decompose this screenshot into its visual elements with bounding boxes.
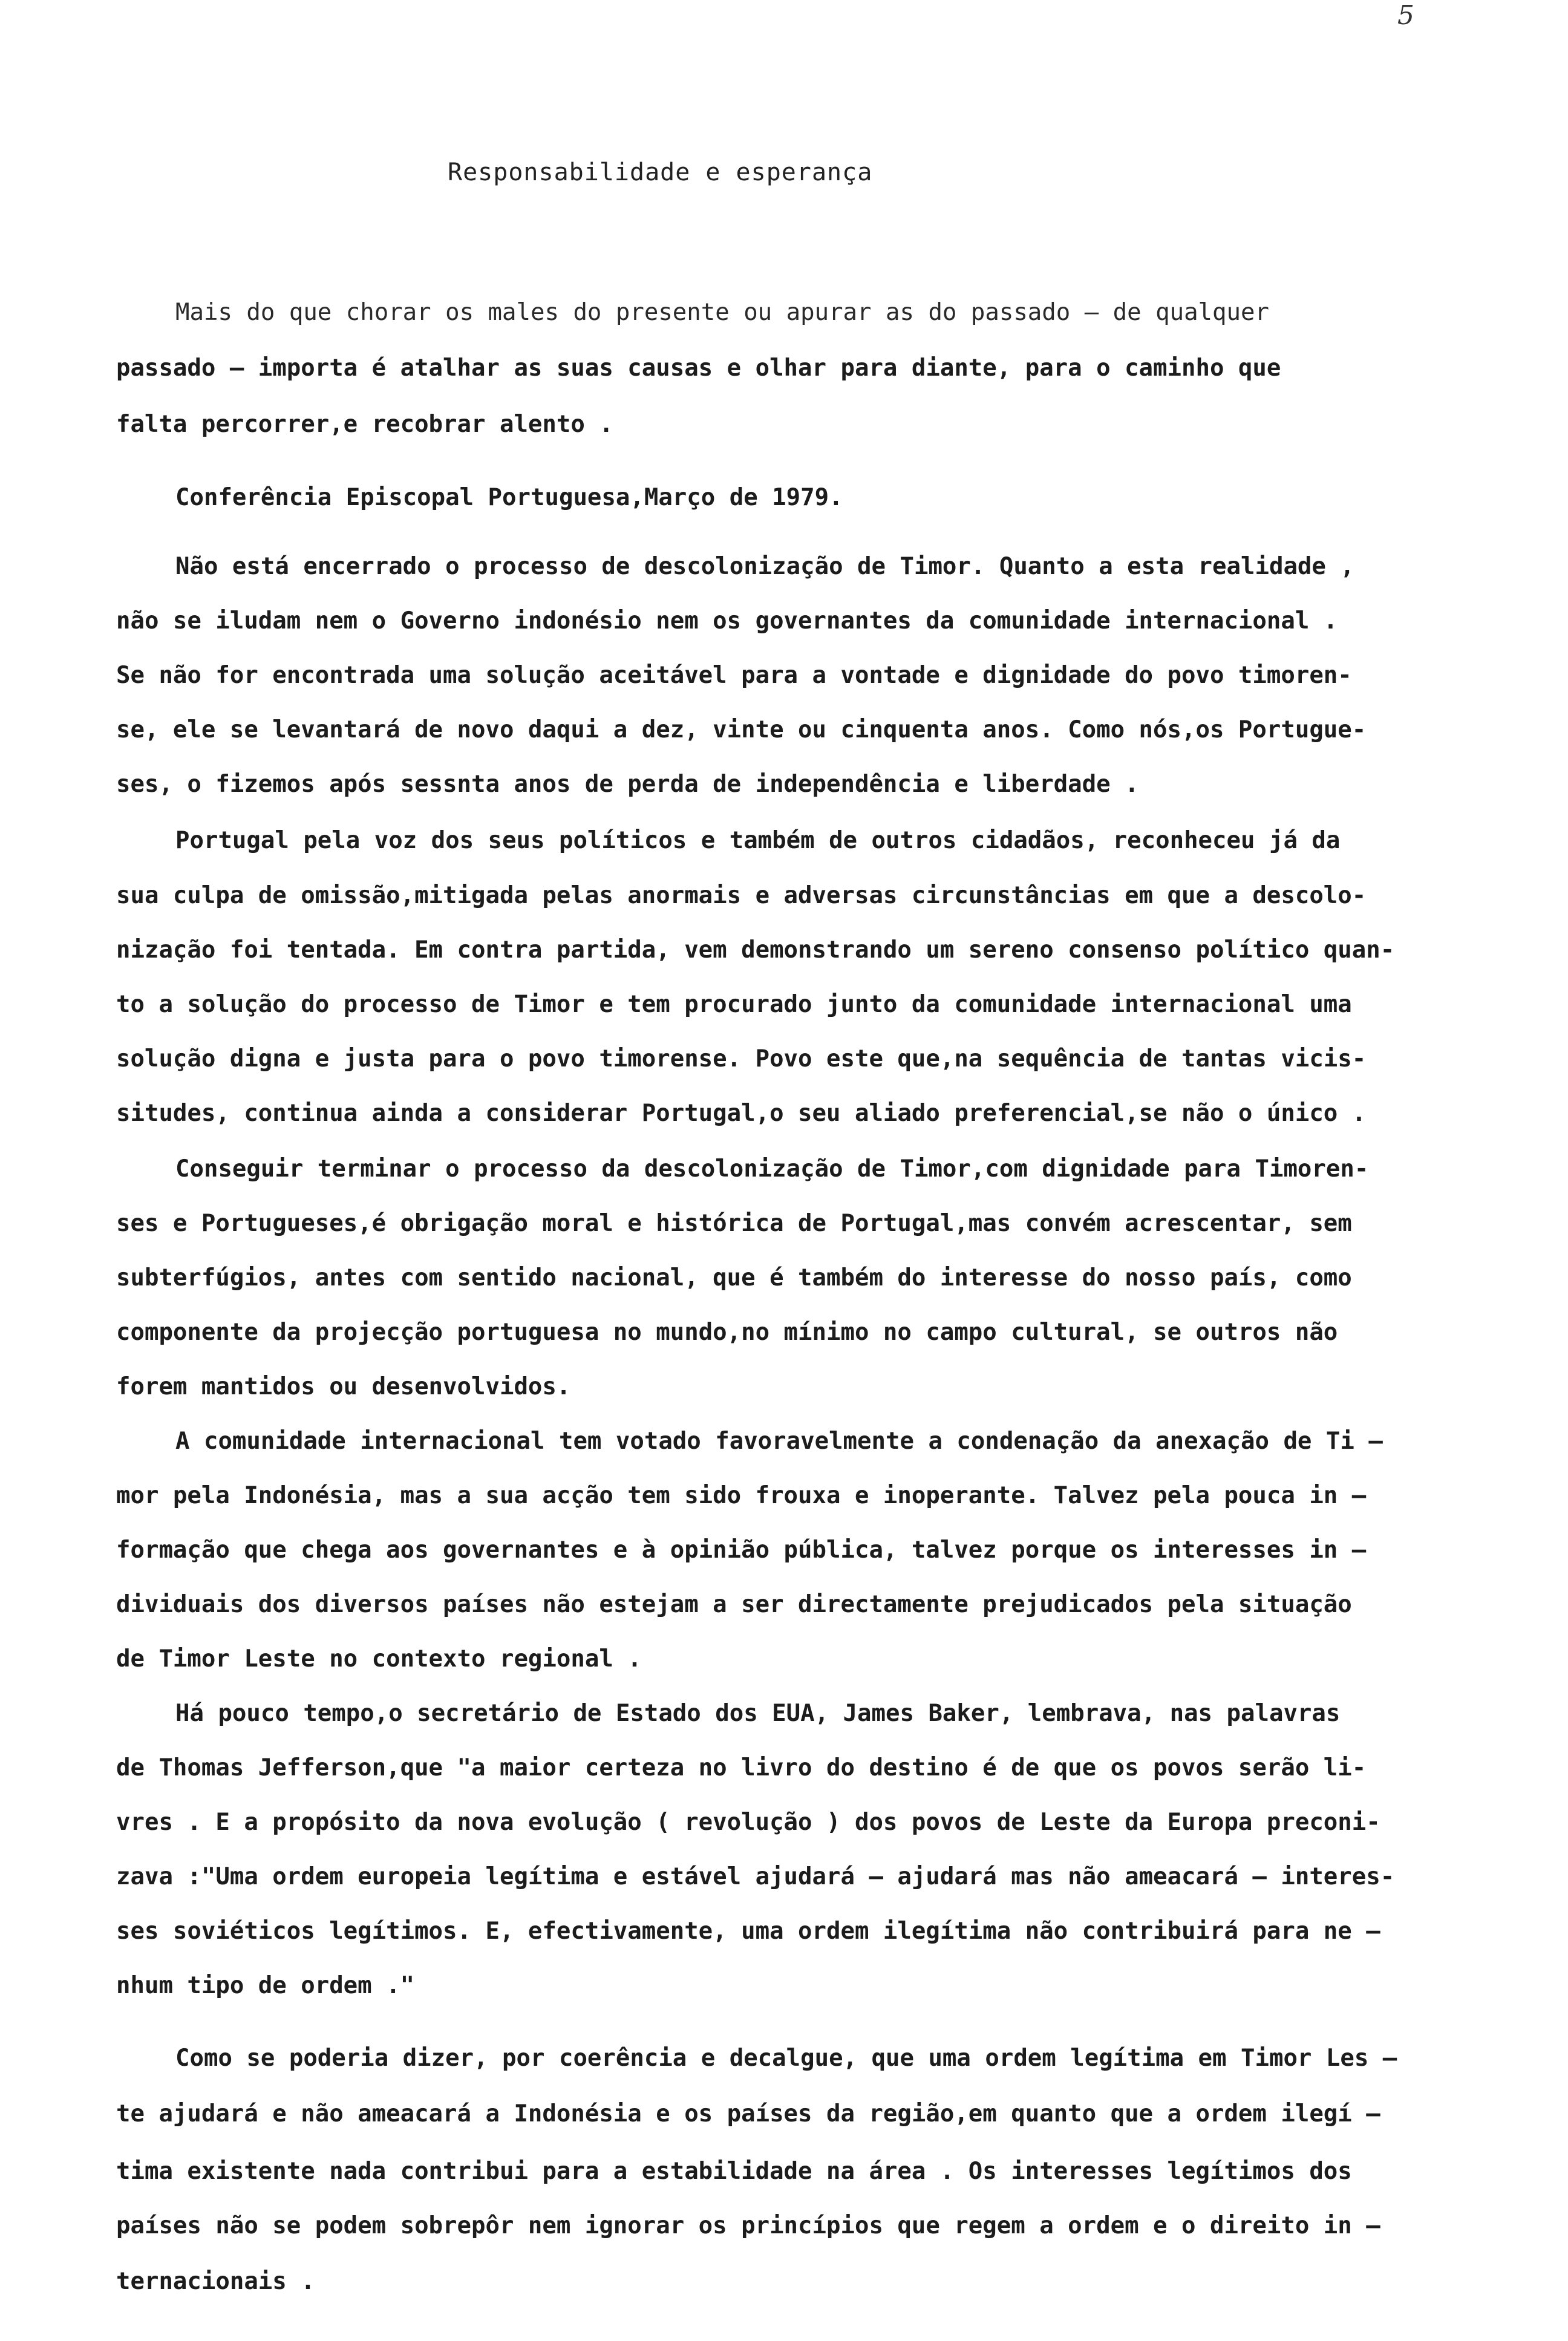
- text-line: falta percorrer,e recobrar alento .: [116, 411, 613, 438]
- text-line: Mais do que chorar os males do presente ou apurar as do passado – de qualquer: [175, 299, 1269, 326]
- text-line: te ajudará e não ameacará a Indonésia e os países da região,em quanto que a ordem ilegí –: [116, 2100, 1380, 2127]
- text-line: se, ele se levantará de novo daqui a dez, vinte ou cinquenta anos. Como nós,os Portugue-: [116, 716, 1367, 743]
- text-line: nização foi tentada. Em contra partida, vem demonstrando um sereno consenso político quan-: [116, 936, 1395, 964]
- text-line: vres . E a propósito da nova evolução ( revolução ) dos povos de Leste da Europa preconi-: [116, 1809, 1380, 1836]
- text-line: formação que chega aos governantes e à opinião pública, talvez porque os interesses in –: [116, 1536, 1367, 1564]
- text-line: ses soviéticos legítimos. E, efectivamente, uma ordem ilegítima não contribuirá para ne –: [116, 1918, 1380, 1945]
- text-line: Portugal pela voz dos seus políticos e também de outros cidadãos, reconheceu já da: [175, 827, 1341, 854]
- document-title: Responsabilidade e esperança: [448, 158, 873, 186]
- text-line: solução digna e justa para o povo timorense. Povo este que,na sequência de tantas vicis-: [116, 1045, 1367, 1073]
- text-line: Conseguir terminar o processo da descolonização de Timor,com dignidade para Timoren-: [175, 1155, 1369, 1183]
- text-line: Se não for encontrada uma solução aceitável para a vontade e dignidade do povo timoren-: [116, 662, 1352, 689]
- text-line: nhum tipo de ordem .": [116, 1972, 415, 1999]
- text-line: zava :"Uma ordem europeia legítima e estável ajudará – ajudará mas não ameacará – interes-: [116, 1863, 1395, 1890]
- text-line: sua culpa de omissão,mitigada pelas anormais e adversas circunstâncias em que a descolo-: [116, 882, 1367, 909]
- text-line: ses e Portugueses,é obrigação moral e histórica de Portugal,mas convém acrescentar, sem: [116, 1210, 1352, 1237]
- text-line: ternacionais .: [116, 2268, 315, 2295]
- text-line: ses, o fizemos após sessnta anos de perda de independência e liberdade .: [116, 771, 1139, 798]
- text-line: to a solução do processo de Timor e tem procurado junto da comunidade internacional uma: [116, 991, 1352, 1018]
- text-line: passado – importa é atalhar as suas causas e olhar para diante, para o caminho que: [116, 354, 1281, 382]
- text-line: não se iludam nem o Governo indonésio nem os governantes da comunidade internacional .: [116, 607, 1338, 635]
- text-line: dividuais dos diversos países não estejam a ser directamente prejudicados pela situação: [116, 1591, 1352, 1618]
- text-line: tima existente nada contribui para a estabilidade na área . Os interesses legítimos dos: [116, 2158, 1352, 2185]
- text-line: Há pouco tempo,o secretário de Estado dos EUA, James Baker, lembrava, nas palavras: [175, 1700, 1341, 1727]
- text-line: Não está encerrado o processo de descolonização de Timor. Quanto a esta realidade ,: [175, 553, 1354, 580]
- text-line: forem mantidos ou desenvolvidos.: [116, 1373, 571, 1400]
- text-line: de Thomas Jefferson,que "a maior certeza no livro do destino é de que os povos serão li-: [116, 1754, 1367, 1781]
- text-line: componente da projecção portuguesa no mundo,no mínimo no campo cultural, se outros não: [116, 1319, 1338, 1346]
- text-line: subterfúgios, antes com sentido nacional, que é também do interesse do nosso país, como: [116, 1264, 1352, 1291]
- text-line: Como se poderia dizer, por coerência e decalgue, que uma ordem legítima em Timor Les –: [175, 2045, 1397, 2072]
- text-line: A comunidade internacional tem votado favoravelmente a condenação da anexação de Ti –: [175, 1428, 1383, 1455]
- text-line: situdes, continua ainda a considerar Portugal,o seu aliado preferencial,se não o único .: [116, 1100, 1367, 1127]
- text-line: países não se podem sobrepôr nem ignorar os princípios que regem a ordem e o direito in –: [116, 2212, 1380, 2239]
- page-number: 5: [1397, 0, 1414, 31]
- text-line: mor pela Indonésia, mas a sua acção tem sido frouxa e inoperante. Talvez pela pouca in –: [116, 1482, 1367, 1509]
- text-line: Conferência Episcopal Portuguesa,Março de 1979.: [175, 484, 843, 511]
- text-line: de Timor Leste no contexto regional .: [116, 1645, 642, 1673]
